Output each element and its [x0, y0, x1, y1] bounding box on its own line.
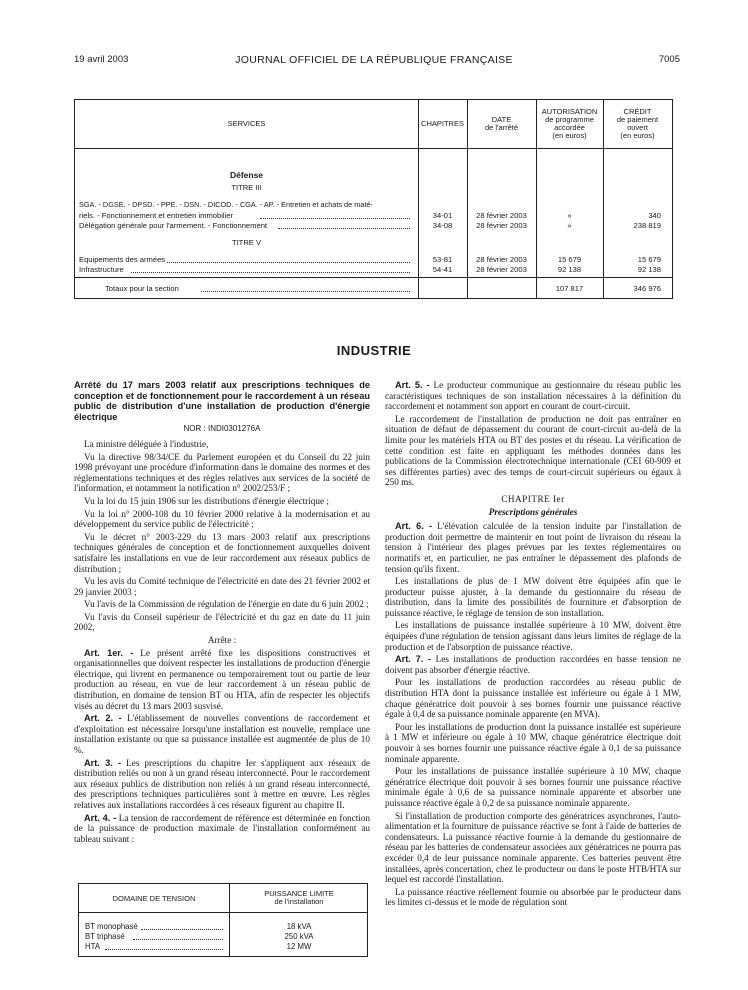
paragraph: Si l'installation de production comporte des génératrices asynchrones, l'auto-alimentation et la fourniture de puissance réactive se font à l'aide de batteries de condensateurs. La puissance réactive fournie à la demande du gestionnaire de réseau par les batteries de condensateur associées aux génératrices ne pourra pas excéder 0,4 de leur puissance nominale apparente. Ces batteries peuvent être installées, après concertation, chez le producteur ou dans le poste HTB/HTA sur lequel est raccordé l'installation.	[385, 810, 681, 885]
row-label: Infrastructure	[79, 265, 124, 274]
paragraph: Le raccordement de l'installation de production ne doit pas entraîner en situation de défaut de dépassement du courant de court-circuit au-delà de la limite pour les matériels HTA ou BT des postes et du réseau. La vérification de cette condition est faite en appliquant les méthodes données dans les publications de la Commission électrotechnique internationale (CEI 60-909 et ses différentes parties) avec des temps de court-circuit supérieurs ou égaux à 250 ms.	[385, 413, 681, 488]
tension-row	[79, 932, 367, 942]
row-credit: 15 679	[637, 255, 661, 264]
paragraph: Les installations de puissance installée supérieure à 10 MW, doivent être équipées d'une régulation de tension agissant dans leurs limites de réglage de la production et de l'absorption de puissance réactive.	[385, 620, 681, 652]
tension-domain: BT triphasé	[85, 932, 125, 941]
nor-reference: NOR : INDI0301276A	[183, 424, 261, 434]
decree-title: Arrêté du 17 mars 2003 relatif aux prescriptions techniques de conception et de fonctionnement pour le raccordement à un réseau public de distribution d'une installation de production d'énergie électrique	[74, 380, 370, 422]
header-date: 19 avril 2003	[74, 54, 129, 65]
paragraph: Vu la directive 98/34/CE du Parlement européen et du Conseil du 22 juin 1998 prévoyant une procédure d'information dans le domaine des normes et des réglementations techniques et des règles relatives aux services de la société de l'information, et notamment la notification n° 2002/253/F ;	[74, 451, 370, 494]
row-credit: 340	[648, 211, 661, 220]
article-4	[74, 813, 370, 845]
header-puissance	[229, 884, 369, 912]
totals-credit: 346 976	[633, 284, 661, 293]
row-label: Délégation générale pour l'armement. - Fonctionnement	[79, 221, 268, 230]
article-label: Art. 6. -	[395, 521, 433, 532]
row-date: 28 février 2003	[476, 211, 527, 220]
header-date-line2: de l'arrêté	[484, 123, 519, 132]
tension-row	[79, 922, 367, 932]
paragraph: Vu l'avis du Conseil supérieur de l'électricité et du gaz en date du 11 juin 2002,	[74, 611, 370, 633]
header-autorisation-line4: (en euros)	[552, 131, 587, 140]
paragraph: Vu la loi n° 2000-108 du 10 février 2000 relative à la modernisation et au développement du service public de l'électricité ;	[74, 508, 370, 530]
budget-table	[74, 99, 673, 299]
tension-table	[78, 883, 368, 957]
header-autorisation-line2: de programme	[545, 115, 594, 124]
paragraph: Pour les installations de production dont la puissance installée est supérieure à 1 MW et inférieure ou égale à 10 MW, chaque génératrice électrique doit pouvoir à ses bornes fournir une puissance réactive égale à 0,1 de sa puissance nominale apparente.	[385, 721, 681, 764]
titre-iii: TITRE III	[231, 183, 262, 192]
article-label: Art. 4. -	[84, 812, 117, 823]
paragraph: Vu le décret n° 2003-229 du 13 mars 2003 relatif aux prescriptions techniques générales de conception et de fonctionnement auxquelles doivent satisfaire les installations en vue de leur raccordement aux réseaux publics de distribution ;	[74, 531, 370, 574]
tension-limit: 250 kVA	[284, 932, 314, 941]
header-autorisation-line1: AUTORISATION	[541, 107, 598, 116]
right-column	[385, 380, 681, 910]
journal-title: JOURNAL OFFICIEL DE LA RÉPUBLIQUE FRANÇAISE	[235, 54, 513, 66]
header-puissance-line1: PUISSANCE LIMITE	[264, 889, 334, 898]
tension-limit: 12 MW	[286, 942, 312, 951]
titre-v: TITRE V	[231, 238, 262, 247]
row-chapitre: 34-01	[432, 211, 453, 220]
header-autorisation-line3: accordée	[554, 123, 585, 132]
header-chapitres: CHAPITRES	[421, 119, 464, 128]
header-credit	[603, 100, 672, 148]
paragraph: La puissance réactive réellement fournie ou absorbée par le producteur dans les limites ci-dessus et le mode de régulation sont	[385, 886, 681, 908]
paragraph: La ministre déléguée à l'industrie,	[84, 438, 209, 449]
paragraph: Vu les avis du Comité technique de l'électricité en date des 21 février 2002 et 29 janvier 2003 ;	[74, 576, 370, 597]
article-7	[385, 654, 681, 675]
row-chapitre: 34-08	[432, 221, 453, 230]
paragraph: Pour les installations de production raccordées au réseau public de distribution HTA dont la puissance installée est inférieure ou égale à 1 MW, chaque génératrice doit pouvoir à ses bornes fournir une puissance réactive égale à 0,4 de sa puissance nominale apparente (en MVA).	[385, 677, 681, 720]
row-date: 28 février 2003	[476, 265, 527, 274]
article-text: Les prescriptions du chapitre Ier s'appliquent aux réseaux de distribution reliés ou non à un grand réseau interconnecté. Pour le raccordement aux réseaux publics de distribution non reliés à un grand réseau interconnecté, des prescriptions techniques particulières sont à mettre en œuvre. Les règles relatives aux installations raccordées à ces réseaux figurent au chapitre II.	[74, 757, 371, 810]
header-date-line1: DATE	[491, 115, 512, 124]
tension-row	[79, 942, 367, 952]
row-credit: 92 138	[637, 265, 661, 274]
paragraph: Pour les installations de puissance installée supérieure à 10 MW, chaque génératrice électrique doit pouvoir à ses bornes fournir une puissance réactive minimale égale à 0,6 de sa puissance nominale apparente et absorber une puissance réactive égale à 0,2 de sa puissance nominale apparente.	[385, 766, 681, 808]
article-text: Le présent arrêté fixe les dispositions constructives et organisationnelles que doivent respecter les installations de production d'énergie électrique, qui livrent en permanence ou temporairement tout ou partie de leur production au réseau, en vue de leur raccordement à un réseau public de distribution, en domaine de tension BT ou HTA, afin de respecter les objectifs visés au décret du 13 mars 2003 susvisé.	[74, 647, 370, 711]
left-column	[74, 380, 370, 846]
row-autorisation: »	[567, 221, 572, 230]
header-autorisation	[536, 100, 603, 148]
sga-line: SGA. - DGSE. - DPSD. - PPE. - DSN. - DICOD. - CGA. - AP. - Entretien et achats de maté-	[79, 200, 373, 209]
article-text: L'établissement de nouvelles conventions de raccordement et d'exploitation est nécessaire lorsqu'une installation est nouvelle, remplace une installation existante ou que sa puissance installée est augmentée de plus de 10 %.	[74, 713, 370, 755]
article-5	[385, 380, 681, 412]
header-puissance-line2: de l'installation	[274, 897, 324, 906]
article-label: Art. 3. -	[84, 757, 122, 768]
tension-domain: BT monophasé	[85, 922, 138, 931]
totals-autorisation: 107 817	[555, 284, 584, 293]
row-credit: 238 819	[633, 221, 661, 230]
totals-label: Totaux pour la section	[105, 284, 179, 293]
header-credit-line4: (en euros)	[620, 131, 655, 140]
chapter-heading: CHAPITRE Ier	[501, 493, 565, 504]
header-credit-line1: CRÉDIT	[623, 107, 652, 116]
ministry-name: Défense	[229, 170, 264, 180]
article-text: Les installations de production raccordées en basse tension ne doivent pas absorber d'énergie réactive.	[385, 654, 682, 675]
row-autorisation: 92 138	[557, 265, 582, 274]
header-domaine: DOMAINE DE TENSION	[112, 893, 196, 903]
row-date: 28 février 2003	[476, 255, 527, 264]
article-label: Art. 2. -	[84, 713, 122, 724]
row-label: Equipements des armées	[79, 255, 166, 264]
article-2	[74, 713, 370, 755]
tension-domain: HTA	[85, 942, 101, 951]
paragraph: Les installations de plus de 1 MW doivent être équipées afin que le producteur puisse ajuster, à la demande du gestionnaire du réseau de distribution, dans la limite des possibilités de fourniture et d'absorption de puissance réactive, le réglage de tension de son installation.	[385, 576, 681, 618]
paragraph: Vu la loi du 15 juin 1906 sur les distributions d'énergie électrique ;	[84, 495, 329, 506]
section-heading: INDUSTRIE	[336, 343, 412, 358]
header-credit-line3: ouvert	[627, 123, 648, 132]
header-credit-line2: de paiement	[616, 115, 659, 124]
row-chapitre: 53-81	[432, 255, 453, 264]
page-number: 7005	[658, 54, 680, 65]
row-chapitre: 54-41	[432, 265, 453, 274]
article-text: La tension de raccordement de référence est déterminée en fonction de la puissance de production maximale de l'installation conformément au tableau suivant :	[74, 812, 371, 844]
article-label: Art. 1er. -	[84, 647, 134, 658]
article-label: Art. 5. -	[395, 380, 430, 390]
article-6	[385, 521, 681, 574]
chapter-title: Prescriptions générales	[488, 506, 578, 517]
row-autorisation: 15 679	[557, 255, 582, 264]
article-label: Art. 7. -	[395, 654, 432, 665]
header-date	[467, 100, 536, 148]
paragraph: Vu l'avis de la Commission de régulation de l'énergie en date du 6 juin 2002 ;	[84, 599, 369, 610]
article-3	[74, 758, 370, 811]
row-autorisation: »	[567, 211, 572, 220]
tension-limit: 18 kVA	[286, 922, 312, 931]
header-services: SERVICES	[227, 119, 266, 128]
row-date: 28 février 2003	[476, 221, 527, 230]
article-1	[74, 648, 370, 712]
row-label: riels. - Fonctionnement et entretien immobilier	[79, 211, 234, 220]
article-text: L'élévation calculée de la tension induite par l'installation de production doit permettre de maintenir en tout point de livraison du réseau la tension à l'intérieur des plages prévues par les textes réglementaires ou normatifs et, en particulier, ne pas entraîner le dépassement des plafonds de tension qu'ils fixent.	[385, 521, 681, 574]
arrete-label: Arrête :	[207, 635, 237, 646]
article-text: Le producteur communique au gestionnaire du réseau public les caractéristiques techniques de son installation nécessaires à la définition du raccordement et notamment son apport en courant de court-circuit.	[385, 380, 681, 412]
